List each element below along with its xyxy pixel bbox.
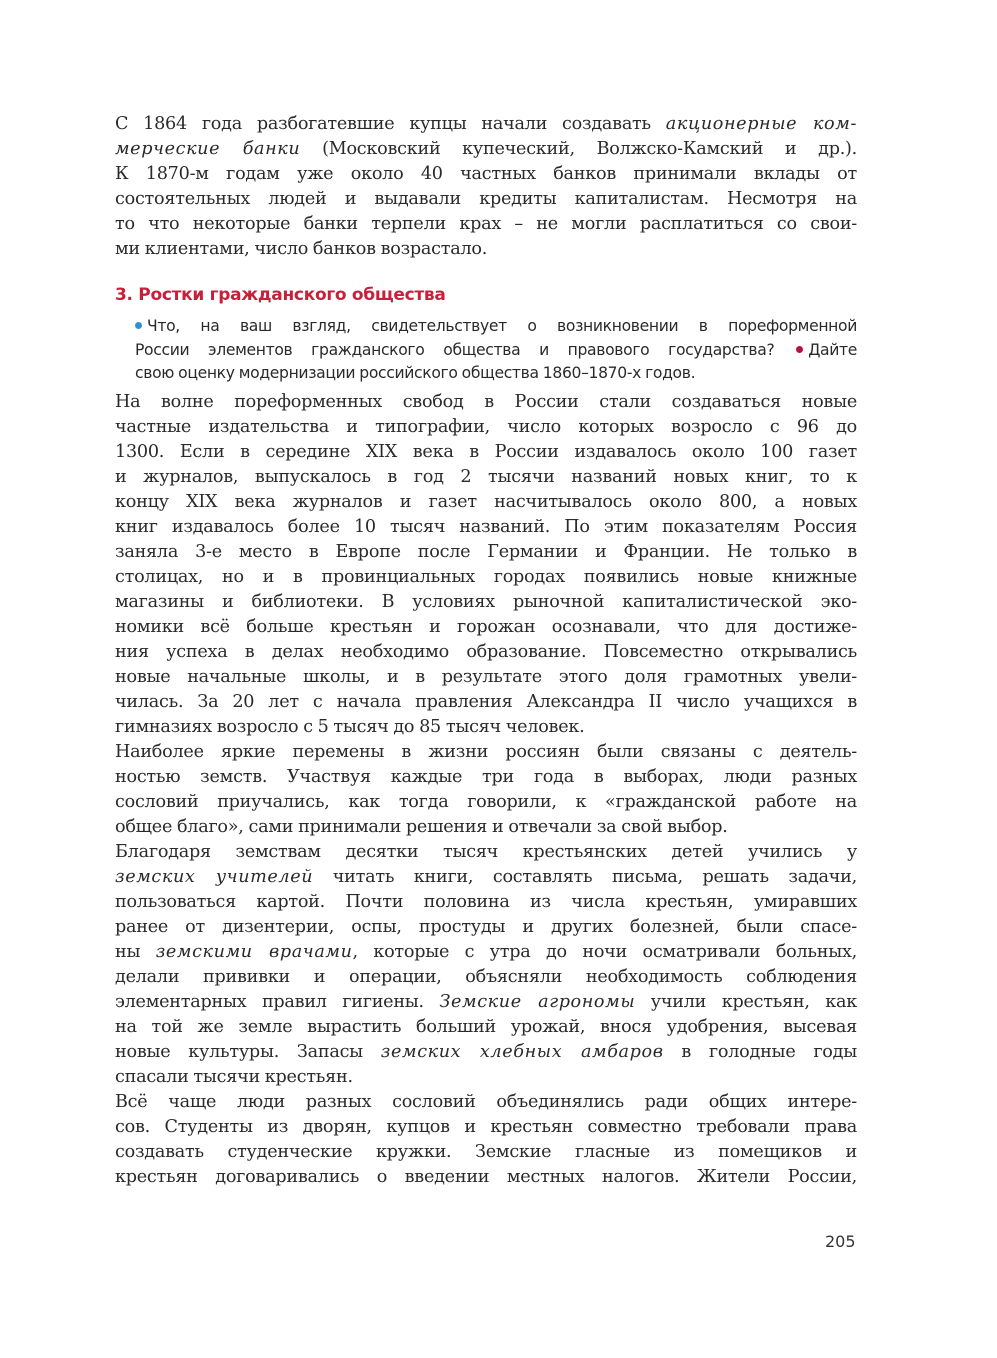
section-heading: 3. Ростки гражданского общества [115, 285, 446, 305]
text-line: новые начальные школы, и в результате этого доля грамотных увели- [115, 667, 857, 687]
text-line: ми клиентами, число банков возрастало. [115, 239, 488, 259]
text-line: спасали тысячи крестьян. [115, 1067, 353, 1087]
text-line: частные издательства и типографии, число которых возросло с 96 до [115, 417, 857, 437]
page-number: 205 [825, 1232, 856, 1251]
term-emphasis: земских хлебных амбаров [380, 1042, 664, 1062]
question-line: России элементов гражданского общества и правового государства? Дайте [135, 340, 857, 359]
text-line: К 1870-м годам уже около 40 частных банков принимали вклады от [115, 164, 857, 184]
question-bullet-icon [135, 322, 142, 329]
text-line: создавать студенческие кружки. Земские гласные из помещиков и [115, 1142, 857, 1162]
section-questions [135, 315, 857, 386]
text-line: мерческие банки (Московский купеческий, Волжско-Камский и др.). [115, 139, 858, 159]
text-line: Всё чаще люди разных сословий объединялись ради общих интере- [115, 1092, 857, 1112]
text-line: 1300. Если в середине XIX века в России издавалось около 100 газет [115, 442, 857, 462]
text-line: номики всё больше крестьян и горожан осознавали, что для достиже- [115, 617, 857, 637]
text-line: элементарных правил гигиены. Земские агрономы учили крестьян, как [115, 992, 857, 1012]
text-line: столицах, но и в провинциальных городах появились новые книжные [115, 567, 857, 587]
text-line: ностью земств. Участвуя каждые три года в выборах, люди разных [115, 767, 857, 787]
question-line: Что, на ваш взгляд, свидетельствует о возникновении в пореформенной [135, 315, 857, 339]
term-emphasis: акционерные ком- [665, 114, 857, 134]
text-line: крестьян договаривались о введении местных налогов. Жители России, [115, 1167, 857, 1187]
text-line: делали прививки и операции, объясняли необходимость соблюдения [115, 967, 857, 987]
task-bullet-icon [796, 346, 803, 353]
paragraph-zemstvo-elections [115, 740, 857, 840]
term-emphasis: мерческие банки [115, 139, 301, 159]
text-line: сов. Студенты из дворян, купцов и крестьян совместно требовали права [115, 1117, 857, 1137]
paragraph-press-education [115, 390, 857, 740]
text-line: ранее от дизентерии, оспы, простуды и других болезней, были спасе- [115, 917, 857, 937]
text-line: пользоваться картой. Почти половина из числа крестьян, умиравших [115, 892, 857, 912]
paragraph-civil-associations [115, 1090, 857, 1190]
text-line: общее благо», сами принимали решения и отвечали за свой выбор. [115, 817, 728, 837]
term-emphasis: земскими врачами [155, 942, 353, 962]
text-line: земских учителей читать книги, составлять письма, решать задачи, [115, 867, 857, 887]
text-line: Наиболее яркие перемены в жизни россиян были связаны с деятель- [115, 742, 857, 762]
text-line: заняла 3-е место в Европе после Германии и Франции. Не только в [115, 542, 857, 562]
text-line: и журналов, выпускалось в год 2 тысячи названий новых книг, то к [115, 467, 857, 487]
term-emphasis: Земские агрономы [439, 992, 636, 1012]
text-line: сословий приучались, как тогда говорили, к «гражданской работе на [115, 792, 857, 812]
text-line: ния успеха в делах необходимо образование. Повсеместно открывались [115, 642, 857, 662]
text-line: чилась. За 20 лет с начала правления Александра II число учащихся в [115, 692, 857, 712]
term-emphasis: земских учителей [115, 867, 314, 887]
text-line: на той же земле вырастить больший урожай, внося удобрения, высевая [115, 1017, 857, 1037]
intro-paragraph [115, 112, 857, 262]
paragraph-zemstvo-services [115, 840, 857, 1090]
text-line: книг издавалось более 10 тысяч названий. По этим показателям Россия [115, 517, 857, 537]
text-line: С 1864 года разбогатевшие купцы начали создавать акционерные ком- [115, 114, 857, 134]
text-line: гимназиях возросло с 5 тысяч до 85 тысяч человек. [115, 717, 585, 737]
text-line: магазины и библиотеки. В условиях рыночной капиталистической эко- [115, 592, 857, 612]
text-line: новые культуры. Запасы земских хлебных амбаров в голодные годы [115, 1042, 857, 1062]
question-line: свою оценку модернизации российского общества 1860–1870-х годов. [135, 364, 696, 382]
text-line: ны земскими врачами, которые с утра до ночи осматривали больных, [115, 942, 857, 962]
text-line: На волне пореформенных свобод в России стали создаваться новые [115, 392, 857, 412]
text-line: состоятельных людей и выдавали кредиты капиталистам. Несмотря на [115, 189, 857, 209]
text-line: концу XIX века журналов и газет насчитывалось около 800, а новых [115, 492, 857, 512]
text-line: то что некоторые банки терпели крах – не могли расплатиться со свои- [115, 214, 857, 234]
text-line: Благодаря земствам десятки тысяч крестьянских детей учились у [115, 842, 857, 862]
